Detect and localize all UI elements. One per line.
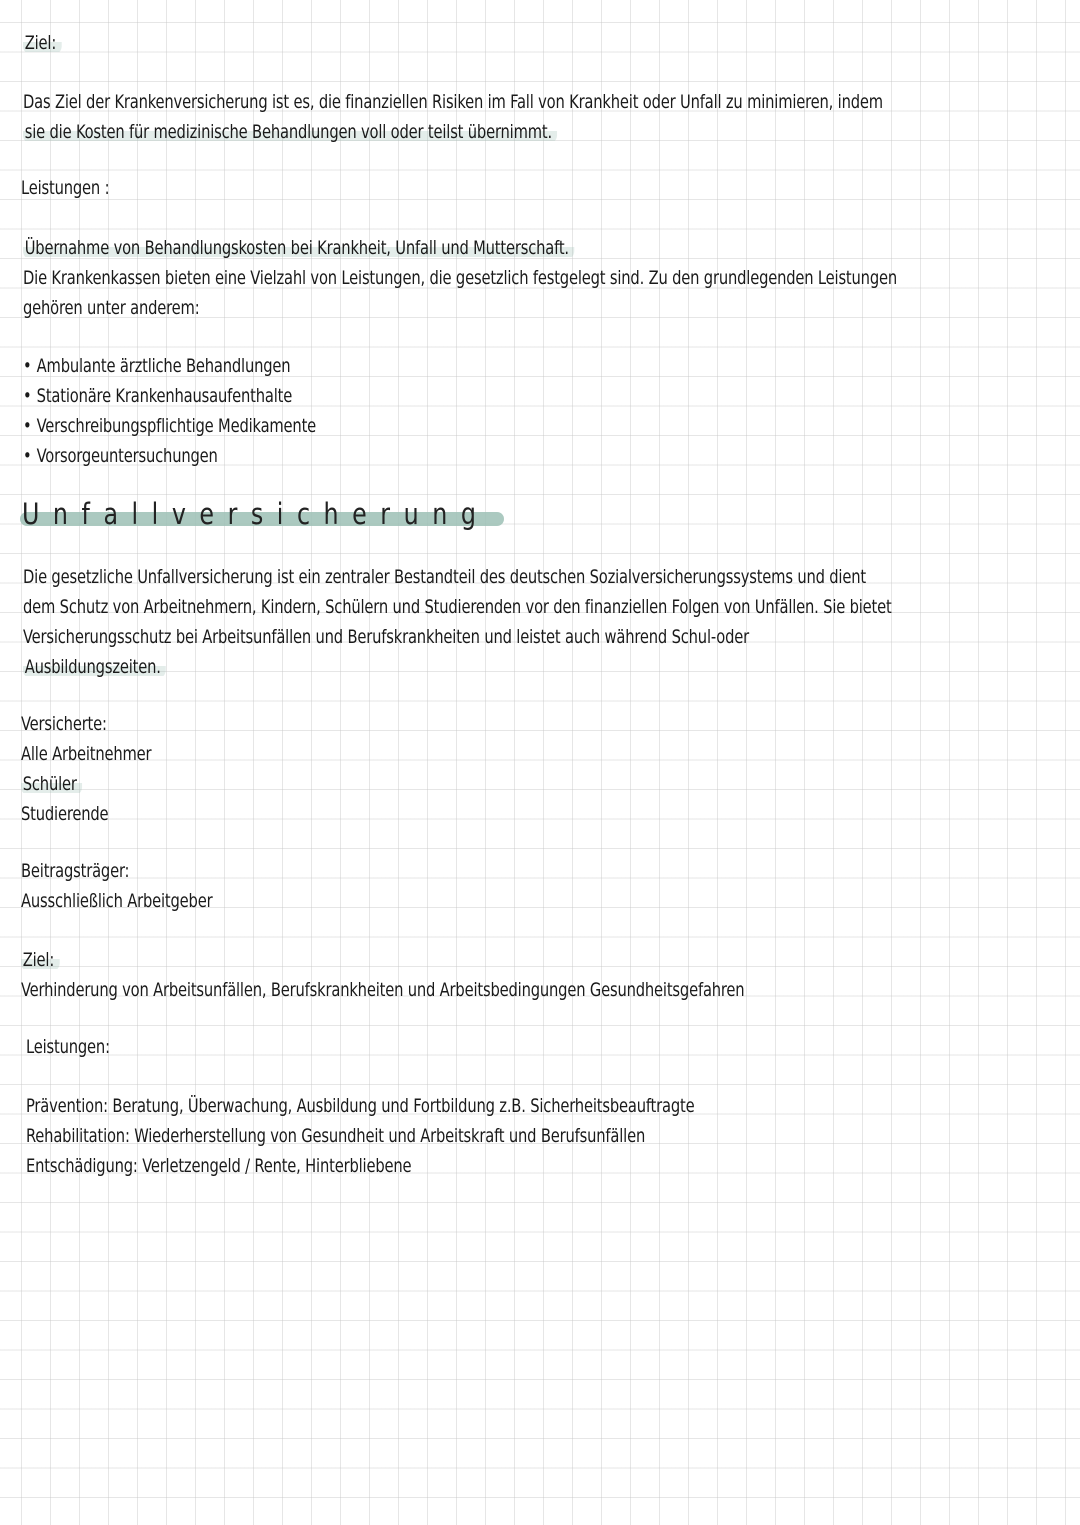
unfall-versicherte-label: Versicherte:	[21, 713, 107, 735]
unfall-versicherte-item: Alle Arbeitnehmer	[21, 743, 152, 765]
kranken-leistungen-text-line-1: Übernahme von Behandlungskosten bei Krankheit, Unfall und Mutterschaft.	[23, 235, 574, 261]
unfall-beitrag-text: Ausschließlich Arbeitgeber	[21, 890, 213, 912]
kranken-leistungen-label: Leistungen :	[21, 177, 110, 199]
unfall-leistungen-item: Rehabilitation: Wiederherstellung von Gesundheit und Arbeitskraft und Berufsunfällen	[26, 1125, 646, 1147]
unfall-leistungen-label: Leistungen:	[26, 1036, 110, 1058]
kranken-ziel-text-line-2: sie die Kosten für medizinische Behandlungen voll oder teilst übernimmt.	[23, 119, 557, 145]
unfall-leistungen-item: Prävention: Beratung, Überwachung, Ausbildung und Fortbildung z.B. Sicherheitsbeauftragte	[26, 1095, 695, 1117]
unfall-intro-line-2: dem Schutz von Arbeitnehmern, Kindern, Schülern und Studierenden vor den finanziellen Folgen von Unfällen. Sie bietet	[23, 596, 892, 618]
kranken-bullet-item: • Ambulante ärztliche Behandlungen	[23, 353, 290, 379]
kranken-ziel-label: Ziel:	[23, 30, 61, 56]
unfall-intro-line-3: Versicherungsschutz bei Arbeitsunfällen und Berufskrankheiten und leistet auch während Schul-oder	[23, 626, 750, 648]
unfall-versicherte-item: Schüler	[21, 771, 82, 797]
kranken-bullet-item: • Stationäre Krankenhausaufenthalte	[23, 383, 292, 409]
unfall-intro-line-1: Die gesetzliche Unfallversicherung ist ein zentraler Bestandteil des deutschen Sozialversicherungssystems und dient	[23, 566, 866, 588]
unfall-intro-line-4: Ausbildungszeiten.	[23, 654, 166, 680]
unfall-versicherte-item: Studierende	[21, 803, 109, 825]
unfall-leistungen-item: Entschädigung: Verletzengeld / Rente, Hinterbliebene	[26, 1155, 412, 1177]
kranken-ziel-text-line-1: Das Ziel der Krankenversicherung ist es, die finanziellen Risiken im Fall von Krankheit oder Unfall zu minimieren, indem	[23, 91, 883, 113]
unfall-ziel-text: Verhinderung von Arbeitsunfällen, Berufskrankheiten und Arbeitsbedingungen Gesundheitsgefahren	[21, 979, 745, 1001]
unfall-beitrag-label: Beitragsträger:	[21, 860, 130, 882]
kranken-bullet-item: • Verschreibungspflichtige Medikamente	[23, 413, 316, 439]
unfall-ziel-label: Ziel:	[21, 947, 59, 973]
section-heading-unfallversicherung: Unfallversicherung	[22, 497, 490, 531]
kranken-leistungen-text-line-3: gehören unter anderem:	[23, 297, 200, 319]
kranken-leistungen-text-line-2: Die Krankenkassen bieten eine Vielzahl von Leistungen, die gesetzlich festgelegt sind. Zu den grundlegenden Leistungen	[23, 267, 898, 289]
kranken-bullet-item: • Vorsorgeuntersuchungen	[23, 443, 218, 469]
